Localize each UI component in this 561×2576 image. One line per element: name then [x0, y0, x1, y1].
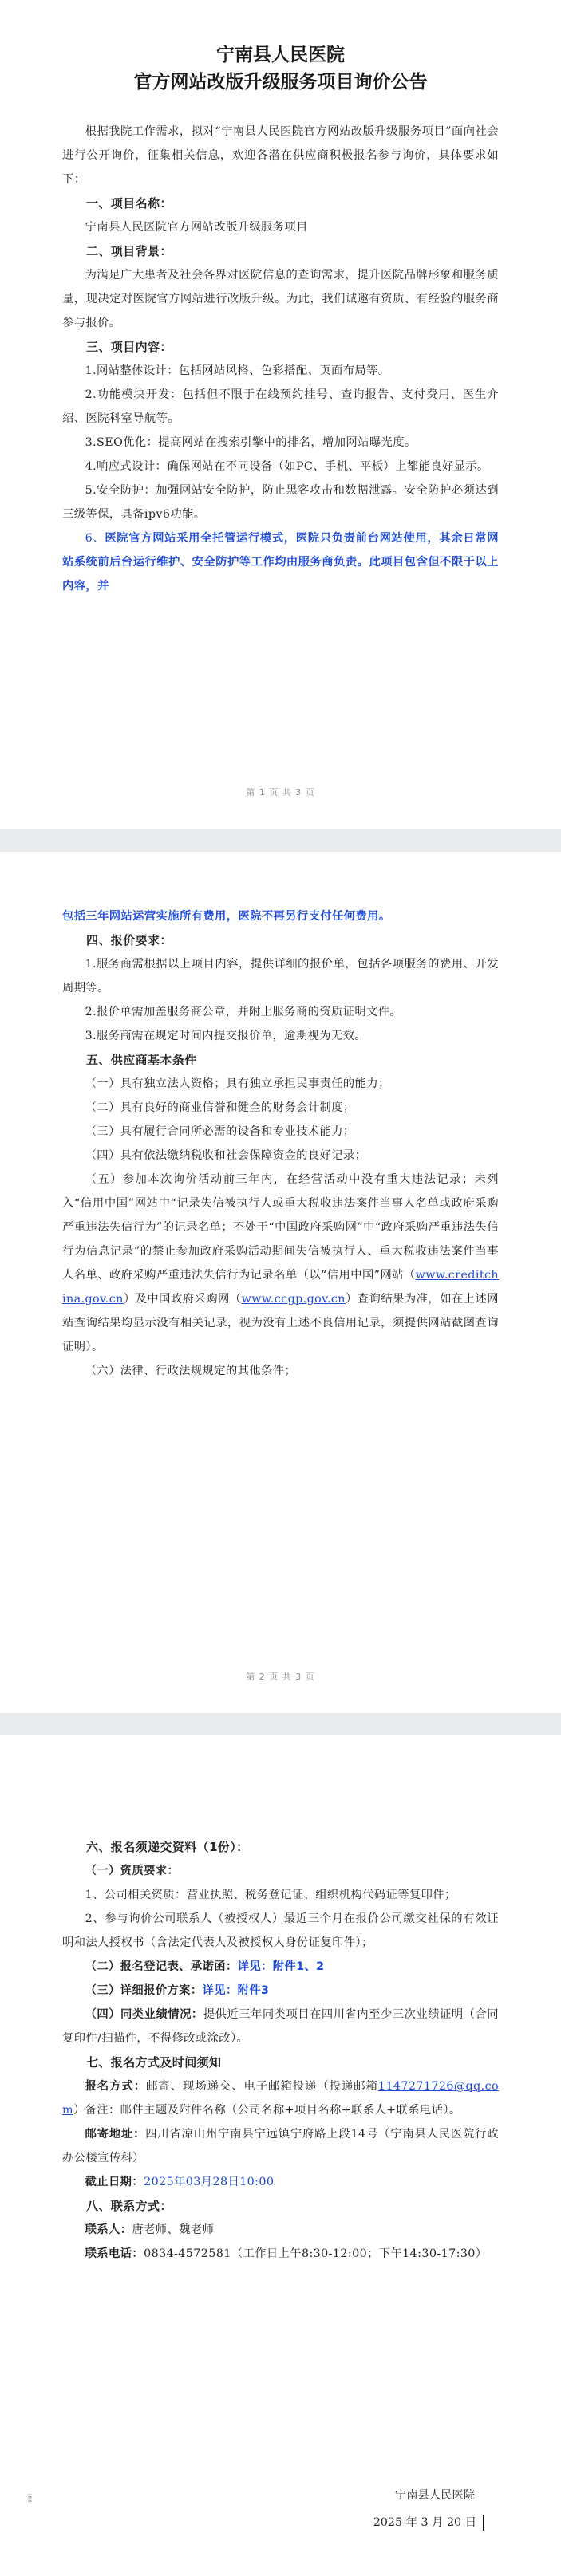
contact-phone-text: 0834-4572581（工作日上午8:30-12:00；下午14:30-17:30）: [144, 2247, 488, 2260]
contact-person-text: 唐老师、魏老师: [132, 2223, 215, 2236]
mailing-address-label: 邮寄地址：: [85, 2128, 146, 2141]
condition-5-text-c: ）查询结果为准，如在上述网站查询结果均显示没有相关记录，视为没有上述不良信用记录，须提供网站截图查询证明）。: [62, 1293, 500, 1353]
section-1-text: 宁南县人民医院官方网站改版升级服务项目: [85, 221, 308, 234]
registration-method-label: 报名方式：: [85, 2080, 147, 2093]
document-page-3: [0, 1735, 561, 2576]
condition-2: （二）具有良好的商业信誉和健全的财务会计制度；: [85, 1101, 355, 1114]
content-item-6-text: 医院官方网站采用全托管运行模式，医院只负责前台网站使用，其余日常网站系统前后台运行维护、安全防护等工作均由服务商负责。此项目包含但不限于以上内容，并: [62, 532, 499, 593]
drag-handle-icon[interactable]: ⁞⁞: [27, 2492, 31, 2505]
content-item-1: 1.网站整体设计：包括网站风格、色彩搭配、页面布局等。: [85, 364, 390, 377]
content-item-2: 2.功能模块开发：包括但不限于在线预约挂号、查询报告、支付费用、医生介绍、医院科室导航等。: [62, 388, 499, 425]
content-item-6: [62, 526, 499, 598]
content-item-5: 5.安全防护：加强网站安全防护，防止黑客攻击和数据泄露。安全防护必须达到三级等保，具备ipv6功能。: [62, 484, 499, 521]
contact-person: [62, 2218, 499, 2242]
document-page-2: [0, 852, 561, 1713]
sub-performance-text: 提供近三年同类项目在四川省内至少三次业绩证明（合同复印件/扫描件，不得修改或涂改）。: [62, 2008, 500, 2045]
deadline-text: 2025年03月28日10:00: [144, 2176, 275, 2188]
section-1-heading: 一、项目名称：: [86, 196, 172, 211]
content-item-6-continued-text: 包括三年网站运营实施所有费用，医院不再另行支付任何费用。: [62, 910, 391, 923]
sub-quote-plan: [62, 1979, 499, 2003]
page-footer-1: 第 1 页 共 3 页: [246, 787, 315, 798]
quote-req-2: 2.报价单需加盖服务商公章，并附上服务商的资质证明文件。: [85, 1006, 402, 1018]
ccgp-link[interactable]: www.ccgp.gov.cn: [241, 1293, 346, 1306]
condition-5-text-b: ）及中国政府采购网（: [123, 1293, 242, 1306]
section-2-text: 为满足广大患者及社会各界对医院信息的查询需求，提升医院品牌形象和服务质量，现决定对医院官方网站进行改版升级。为此，我们诚邀有资质、有经验的服务商参与报价。: [62, 269, 499, 329]
mailing-address-text: 四川省凉山州宁南县宁远镇宁府路上段14号（宁南县人民医院行政办公楼宣传科）: [62, 2128, 499, 2164]
material-1: 1、公司相关资质：营业执照、税务登记证、组织机构代码证等复印件；: [85, 1889, 456, 1901]
deadline-label: 截止日期：: [85, 2176, 144, 2188]
content-item-6-continuation: [62, 904, 499, 928]
signature-organization: 宁南县人民医院: [394, 2489, 475, 2502]
signature-date: 2025 年 3 月 20 日: [373, 2516, 476, 2529]
section-7-heading: 七、报名方式及时间须知: [86, 2055, 222, 2070]
contact-phone: [62, 2242, 499, 2266]
page-footer-2: 第 2 页 共 3 页: [246, 1672, 315, 1682]
signature-date-line: [373, 2511, 484, 2535]
condition-5: [62, 1168, 499, 1359]
sub-performance: [62, 2003, 499, 2050]
attachment-1-2-ref: 详见：附件1、2: [237, 1960, 325, 1973]
sub-qualification-heading: （一）资质要求：: [85, 1865, 180, 1877]
condition-1: （一）具有独立法人资格；具有独立承担民事责任的能力；: [85, 1077, 390, 1090]
email-link[interactable]: 1147271726@qq.com: [62, 2080, 499, 2117]
registration-method-text-a: 邮寄、现场递交、电子邮箱投递（投递邮箱: [146, 2080, 378, 2093]
section-4-heading: 四、报价要求：: [86, 933, 172, 947]
section-8-heading: 八、联系方式：: [86, 2199, 172, 2213]
document-title-project: 官方网站改版升级服务项目询价公告: [133, 72, 428, 93]
contact-phone-label: 联系电话：: [85, 2247, 144, 2260]
registration-method: [62, 2074, 499, 2122]
condition-4: （四）具有依法缴纳税收和社会保障资金的良好记录；: [85, 1149, 367, 1162]
material-2: 2、参与询价公司联系人（被授权人）最近三个月在报价公司缴交社保的有效证明和法人授权书（含法定代表人及被授权人身份证复印件）；: [62, 1912, 499, 1949]
content-item-3: 3.SEO优化：提高网站在搜索引擎中的排名，增加网站曝光度。: [85, 436, 417, 449]
section-6-heading: 六、报名须递交资料（1份）：: [86, 1840, 249, 1854]
section-3-heading: 三、项目内容：: [86, 340, 172, 354]
sub-performance-label: （四）同类业绩情况：: [85, 2008, 203, 2021]
document-title-hospital: 宁南县人民医院: [216, 45, 345, 65]
sub-registration-label: （二）报名登记表、承诺函：: [85, 1960, 238, 1973]
mailing-address: [62, 2122, 499, 2170]
content-item-4: 4.响应式设计：确保网站在不同设备（如PC、手机、平板）上都能良好显示。: [85, 460, 489, 473]
document-page-1: [0, 0, 561, 829]
condition-5-text-a: （五）参加本次询价活动前三年内，在经营活动中没有重大违法记录；未列入“信用中国”网站中“记录失信被执行人或重大税收违法案件当事人名单或政府采购严重违法失信行为”的记录名单；不处于“中国政府采购网”中“政府采购严重违法失信行为信息记录”的禁止参加政府采购活动期间失信被执行人、重大税收违法案件当事人名单、政府采购严重违法失信行为记录名单（以“信用中国”网站（: [62, 1173, 499, 1282]
sub-registration-form: [62, 1955, 499, 1979]
creditchina-link[interactable]: www.creditchina.gov.cn: [62, 1269, 499, 1306]
text-cursor: [483, 2515, 484, 2531]
content-item-6-prefix: 6、: [85, 532, 105, 545]
section-5-heading: 五、供应商基本条件: [86, 1053, 197, 1067]
sub-quote-plan-label: （三）详细报价方案：: [85, 1984, 203, 1997]
condition-6: （六）法律、行政法规规定的其他条件；: [85, 1365, 297, 1377]
deadline: [62, 2170, 499, 2194]
contact-person-label: 联系人：: [85, 2223, 132, 2236]
section-2-heading: 二、项目背景：: [86, 244, 172, 258]
registration-method-text-b: ）备注：邮件主题及附件名称（公司名称+项目名称+联系人+联系电话）。: [73, 2104, 461, 2117]
intro-paragraph: 根据我院工作需求，拟对“宁南县人民医院官方网站改版升级服务项目”面向社会进行公开询价，征集相关信息，欢迎各潜在供应商积极报名参与询价，具体要求如下：: [62, 125, 499, 186]
condition-3: （三）具有履行合同所必需的设备和专业技术能力；: [85, 1125, 355, 1138]
attachment-3-ref: 详见：附件3: [202, 1984, 270, 1997]
quote-req-1: 1.服务商需根据以上项目内容，提供详细的报价单，包括各项服务的费用、开发周期等。: [62, 958, 499, 995]
quote-req-3: 3.服务商需在规定时间内提交报价单，逾期视为无效。: [85, 1030, 367, 1042]
